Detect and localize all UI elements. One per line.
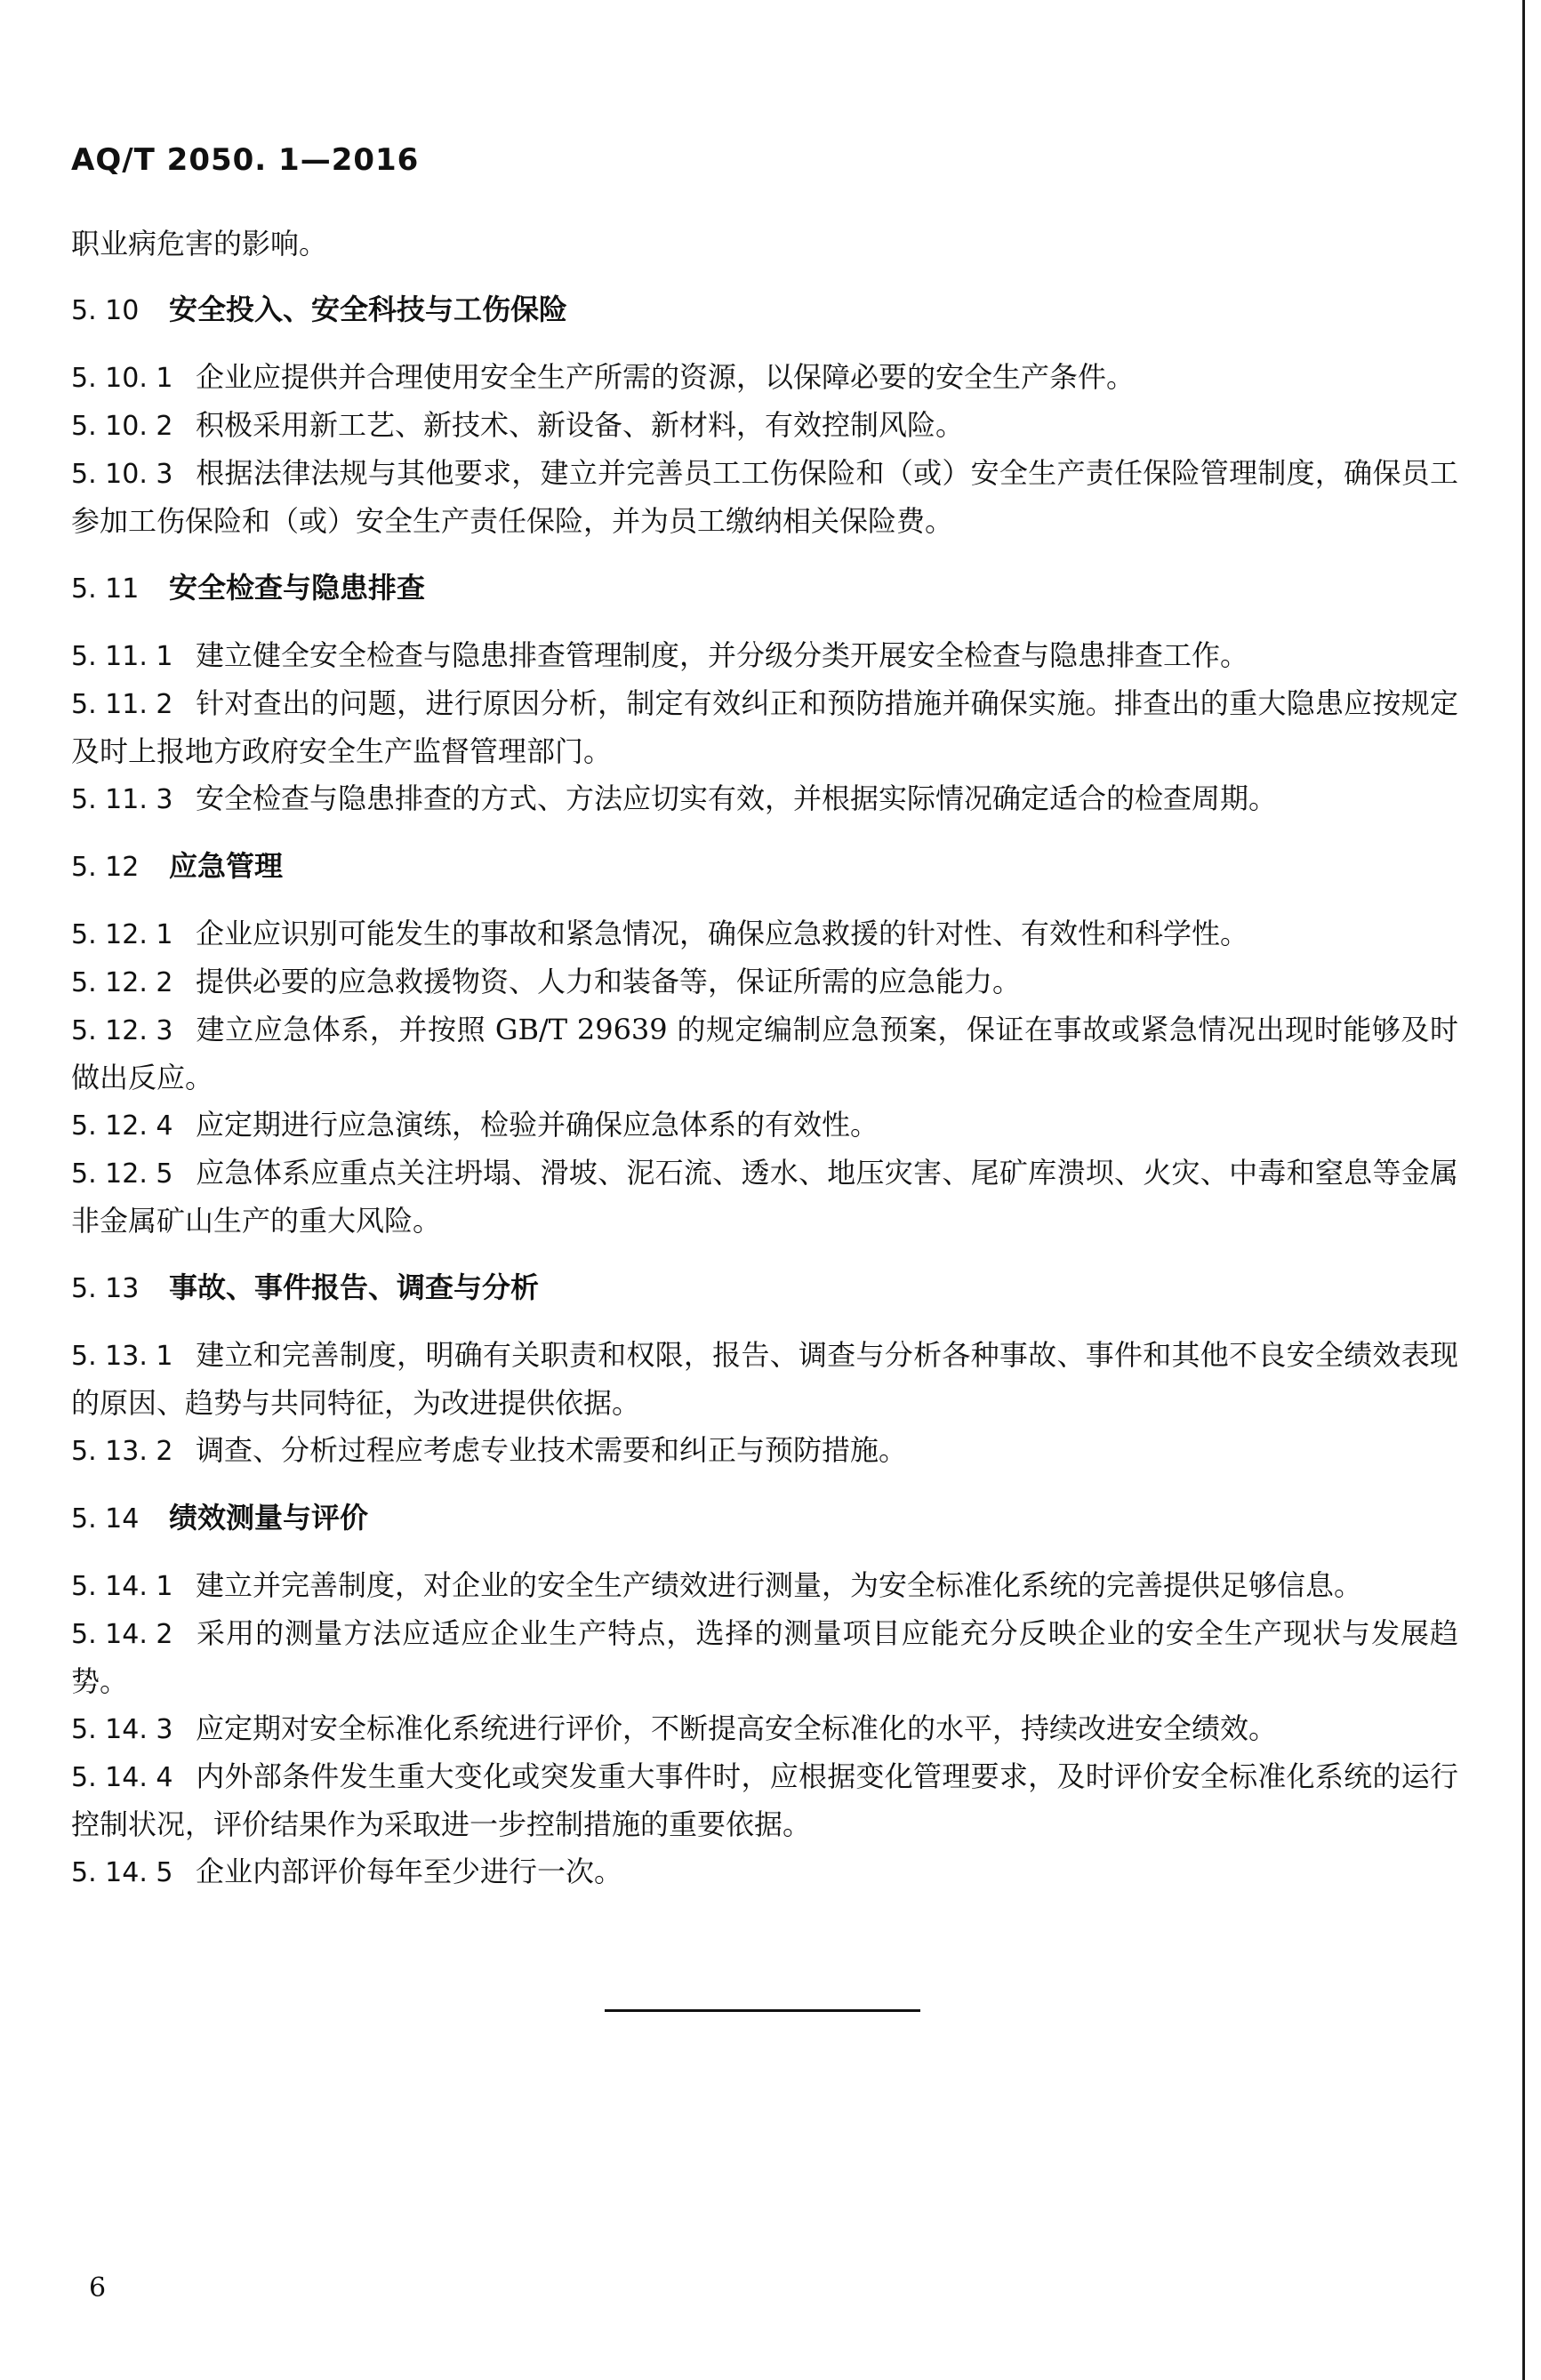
page-number: 6 (89, 2272, 107, 2304)
clause-paragraph (71, 354, 1458, 402)
clause-number: 5. 10. 3 (71, 459, 173, 490)
clause-paragraph (71, 1332, 1458, 1427)
clause-paragraph (71, 1705, 1458, 1753)
clause-paragraph (71, 1427, 1458, 1475)
clause-text: 建立应急体系，并按照 GB/T 29639 的规定编制应急预案，保证在事故或紧急情况出现时能够及时做出反应。 (71, 1013, 1458, 1094)
page-edge-rule (1522, 0, 1525, 2380)
clause-number: 5. 14. 4 (71, 1762, 173, 1793)
section-heading (71, 1264, 1458, 1312)
clause-text: 企业应提供并合理使用安全生产所需的资源，以保障必要的安全生产条件。 (196, 360, 1136, 394)
clause-paragraph (71, 632, 1458, 680)
section-number: 5. 14 (71, 1503, 140, 1535)
section-heading (71, 286, 1458, 334)
clause-paragraph (71, 680, 1458, 775)
clause-paragraph (71, 450, 1458, 545)
clause-paragraph (71, 775, 1458, 823)
clause-number: 5. 10. 2 (71, 411, 173, 442)
clause-text: 应定期进行应急演练，检验并确保应急体系的有效性。 (196, 1108, 879, 1142)
clause-text: 建立和完善制度，明确有关职责和权限，报告、调查与分析各种事故、事件和其他不良安全绩效表现的原因、趋势与共同特征，为改进提供依据。 (71, 1338, 1458, 1420)
section-heading (71, 1495, 1458, 1543)
section-title: 应急管理 (169, 849, 284, 883)
clause-text: 建立健全安全检查与隐患排查管理制度，并分级分类开展安全检查与隐患排查工作。 (196, 638, 1249, 672)
clause-text: 根据法律法规与其他要求，建立并完善员工工伤保险和（或）安全生产责任保险管理制度，确保员工参加工伤保险和（或）安全生产责任保险，并为员工缴纳相关保险费。 (71, 456, 1458, 538)
clause-number: 5. 14. 1 (71, 1571, 173, 1602)
clause-number: 5. 13. 1 (71, 1341, 173, 1372)
clause-paragraph (71, 402, 1458, 450)
clause-paragraph (71, 958, 1458, 1006)
document-code-header: AQ/T 2050. 1—2016 (71, 142, 420, 178)
clause-number: 5. 11. 1 (71, 641, 173, 672)
section-title: 绩效测量与评价 (169, 1501, 369, 1535)
clause-number: 5. 12. 2 (71, 967, 173, 998)
clause-text: 内外部条件发生重大变化或突发重大事件时，应根据变化管理要求，及时评价安全标准化系统的运行控制状况，评价结果作为采取进一步控制措施的重要依据。 (71, 1759, 1458, 1841)
clause-paragraph (71, 910, 1458, 958)
section-heading (71, 565, 1458, 613)
clause-number: 5. 14. 2 (71, 1619, 173, 1650)
clause-text: 积极采用新工艺、新技术、新设备、新材料，有效控制风险。 (196, 408, 965, 442)
clause-text: 调查、分析过程应考虑专业技术需要和纠正与预防措施。 (196, 1433, 908, 1467)
clause-number: 5. 11. 2 (71, 689, 173, 720)
clause-text: 安全检查与隐患排查的方式、方法应切实有效，并根据实际情况确定适合的检查周期。 (196, 781, 1278, 815)
document-body (71, 220, 1458, 1896)
clause-number: 5. 11. 3 (71, 784, 173, 815)
section-title: 事故、事件报告、调查与分析 (169, 1270, 540, 1304)
clause-number: 5. 12. 5 (71, 1158, 173, 1190)
clause-paragraph (71, 1753, 1458, 1848)
clause-number: 5. 12. 1 (71, 919, 173, 950)
clause-paragraph (71, 1102, 1458, 1150)
section-heading (71, 843, 1458, 891)
clause-number: 5. 12. 4 (71, 1110, 173, 1142)
section-title: 安全检查与隐患排查 (169, 571, 426, 605)
section-number: 5. 13 (71, 1273, 140, 1304)
clause-paragraph (71, 1610, 1458, 1705)
clause-paragraph (71, 1562, 1458, 1610)
clause-text: 应急体系应重点关注坍塌、滑坡、泥石流、透水、地压灾害、尾矿库溃坝、火灾、中毒和窒息等金属非金属矿山生产的重大风险。 (71, 1156, 1458, 1238)
section-number: 5. 11 (71, 573, 140, 605)
clause-text: 建立并完善制度，对企业的安全生产绩效进行测量，为安全标准化系统的完善提供足够信息。 (196, 1568, 1363, 1602)
clause-text: 企业应识别可能发生的事故和紧急情况，确保应急救援的针对性、有效性和科学性。 (196, 917, 1249, 950)
clause-paragraph (71, 1006, 1458, 1102)
section-title: 安全投入、安全科技与工伤保险 (169, 292, 568, 326)
clause-number: 5. 12. 3 (71, 1015, 173, 1046)
clause-text: 提供必要的应急救援物资、人力和装备等，保证所需的应急能力。 (196, 965, 1022, 998)
clause-text: 应定期对安全标准化系统进行评价，不断提高安全标准化的水平，持续改进安全绩效。 (196, 1711, 1278, 1745)
clause-text: 企业内部评价每年至少进行一次。 (196, 1855, 623, 1888)
section-number: 5. 12 (71, 852, 140, 883)
end-of-text-rule (605, 2009, 920, 2012)
clause-number: 5. 10. 1 (71, 363, 173, 394)
clause-paragraph (71, 1848, 1458, 1896)
intro-line: 职业病危害的影响。 (71, 227, 328, 260)
clause-text: 针对查出的问题，进行原因分析，制定有效纠正和预防措施并确保实施。排查出的重大隐患应按规定及时上报地方政府安全生产监督管理部门。 (71, 686, 1458, 768)
clause-number: 5. 14. 5 (71, 1857, 173, 1888)
section-number: 5. 10 (71, 295, 140, 326)
clause-text: 采用的测量方法应适应企业生产特点，选择的测量项目应能充分反映企业的安全生产现状与发展趋势。 (71, 1616, 1458, 1698)
clause-paragraph (71, 1150, 1458, 1245)
clause-number: 5. 13. 2 (71, 1436, 173, 1467)
clause-number: 5. 14. 3 (71, 1714, 173, 1745)
